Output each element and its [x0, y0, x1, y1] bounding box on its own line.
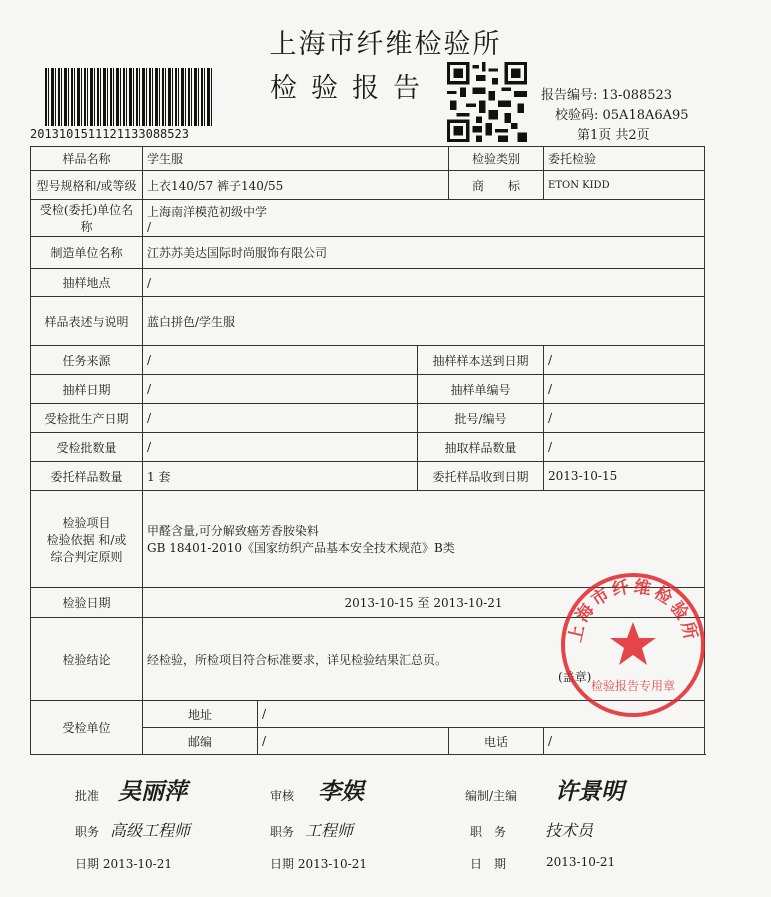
items-label-line2: 检验依据 和/或	[46, 532, 127, 547]
review-title-label: 职务	[270, 825, 295, 839]
sampling-date: /	[143, 375, 418, 404]
client-name: 上海南洋模范初级中学	[147, 204, 268, 219]
review-title: 工程师	[305, 821, 354, 840]
manufacturer-name: 江苏苏美达国际时尚服饰有限公司	[143, 237, 705, 269]
sampling-place: /	[143, 269, 705, 297]
edit-date: 2013-10-21	[546, 855, 616, 869]
task-source-label: 任务来源	[31, 346, 143, 375]
official-stamp	[558, 570, 708, 720]
postcode-label: 邮编	[143, 728, 258, 755]
test-date-value: 2013-10-15 至 2013-10-21	[143, 588, 705, 618]
drawn-qty: /	[544, 433, 705, 462]
address-label: 地址	[143, 701, 258, 728]
review-label: 审核	[270, 789, 295, 803]
edit-label: 编制/主编	[465, 789, 518, 803]
received-date: 2013-10-15	[544, 462, 705, 491]
batch-qty: /	[143, 433, 418, 462]
sampling-no: /	[544, 375, 705, 404]
edit-signature: 许景明	[555, 778, 624, 805]
test-date-label: 检验日期	[31, 588, 143, 618]
batch-qty-label: 受检批数量	[31, 433, 143, 462]
postcode-value: /	[258, 728, 449, 755]
test-type-label: 检验类别	[449, 147, 544, 171]
approve-title: 高级工程师	[110, 821, 191, 840]
production-date-label: 受检批生产日期	[31, 404, 143, 433]
manufacturer-label: 制造单位名称	[31, 237, 143, 269]
drawn-qty-label: 抽取样品数量	[418, 433, 544, 462]
phone-value: /	[544, 728, 705, 755]
conclusion-text: 经检验，所检项目符合标准要求，详见检验结果汇总页。	[147, 652, 448, 667]
sample-name-label: 样品名称	[31, 147, 143, 171]
entrusted-qty-label: 委托样品数量	[31, 462, 143, 491]
model-value: 上衣140/57 裤子140/55	[143, 171, 449, 200]
batch-no: /	[544, 404, 705, 433]
task-source: /	[143, 346, 418, 375]
barcode-number: 20131015111211330885​23	[30, 127, 189, 141]
check-code: 校验码: 05A18A6A95	[555, 108, 689, 123]
entrusted-qty: 1 套	[143, 462, 418, 491]
received-date-label: 委托样品收到日期	[418, 462, 544, 491]
report-number: 报告编号: 13-088523	[541, 88, 673, 103]
approve-date: 日期 2013-10-21	[75, 857, 173, 871]
seal-note: (盖章)	[558, 670, 592, 684]
items-line1: 甲醛含量,可分解致癌芳香胺染料	[147, 524, 319, 538]
delivery-date: /	[544, 346, 705, 375]
description-label: 样品表述与说明	[31, 297, 143, 346]
institute-title: 上海市纤维检验所	[269, 29, 502, 60]
client-extra: /	[147, 219, 152, 234]
production-date: /	[143, 404, 418, 433]
edit-date-label: 日 期	[470, 857, 507, 871]
test-type: 委托检验	[544, 147, 705, 171]
conclusion-label: 检验结论	[31, 618, 143, 701]
review-date: 日期 2013-10-21	[270, 857, 368, 871]
approve-title-label: 职务	[75, 825, 100, 839]
approve-label: 批准	[75, 789, 100, 803]
stamp-ring-text: 上海市纤维检验所	[565, 576, 701, 645]
sampling-date-label: 抽样日期	[31, 375, 143, 404]
edit-title-label: 职 务	[470, 825, 507, 839]
qr-code-icon	[447, 62, 527, 142]
barcode	[45, 68, 213, 126]
address-value: /	[258, 701, 705, 728]
edit-title: 技术员	[545, 821, 594, 840]
brand-label: 商 标	[449, 171, 544, 200]
unit-label: 受检单位	[31, 701, 143, 755]
model-label: 型号规格和/或等级	[31, 171, 143, 200]
phone-label: 电话	[449, 728, 544, 755]
report-title: 检验报告	[270, 73, 434, 104]
batch-no-label: 批号/编号	[418, 404, 544, 433]
items-line2: GB 18401-2010《国家纺织产品基本安全技术规范》B类	[147, 541, 455, 555]
page-info: 第1页 共2页	[577, 128, 650, 143]
sampling-place-label: 抽样地点	[31, 269, 143, 297]
sample-name: 学生服	[143, 147, 449, 171]
stamp-center-text: 检验报告专用章	[590, 679, 676, 693]
delivery-date-label: 抽样样本送到日期	[418, 346, 544, 375]
brand-value: ETON KIDD	[544, 171, 705, 200]
approve-signature: 吴丽萍	[118, 778, 187, 805]
star-icon	[610, 622, 656, 665]
client-cell	[143, 200, 705, 237]
description-value: 蓝白拼色/学生服	[143, 297, 705, 346]
client-label: 受检(委托)单位名称	[31, 200, 143, 237]
review-signature: 李娱	[318, 778, 364, 805]
items-label-line3: 综合判定原则	[50, 549, 123, 564]
items-label	[31, 491, 143, 588]
items-label-line1: 检验项目	[62, 515, 111, 530]
sampling-no-label: 抽样单编号	[418, 375, 544, 404]
